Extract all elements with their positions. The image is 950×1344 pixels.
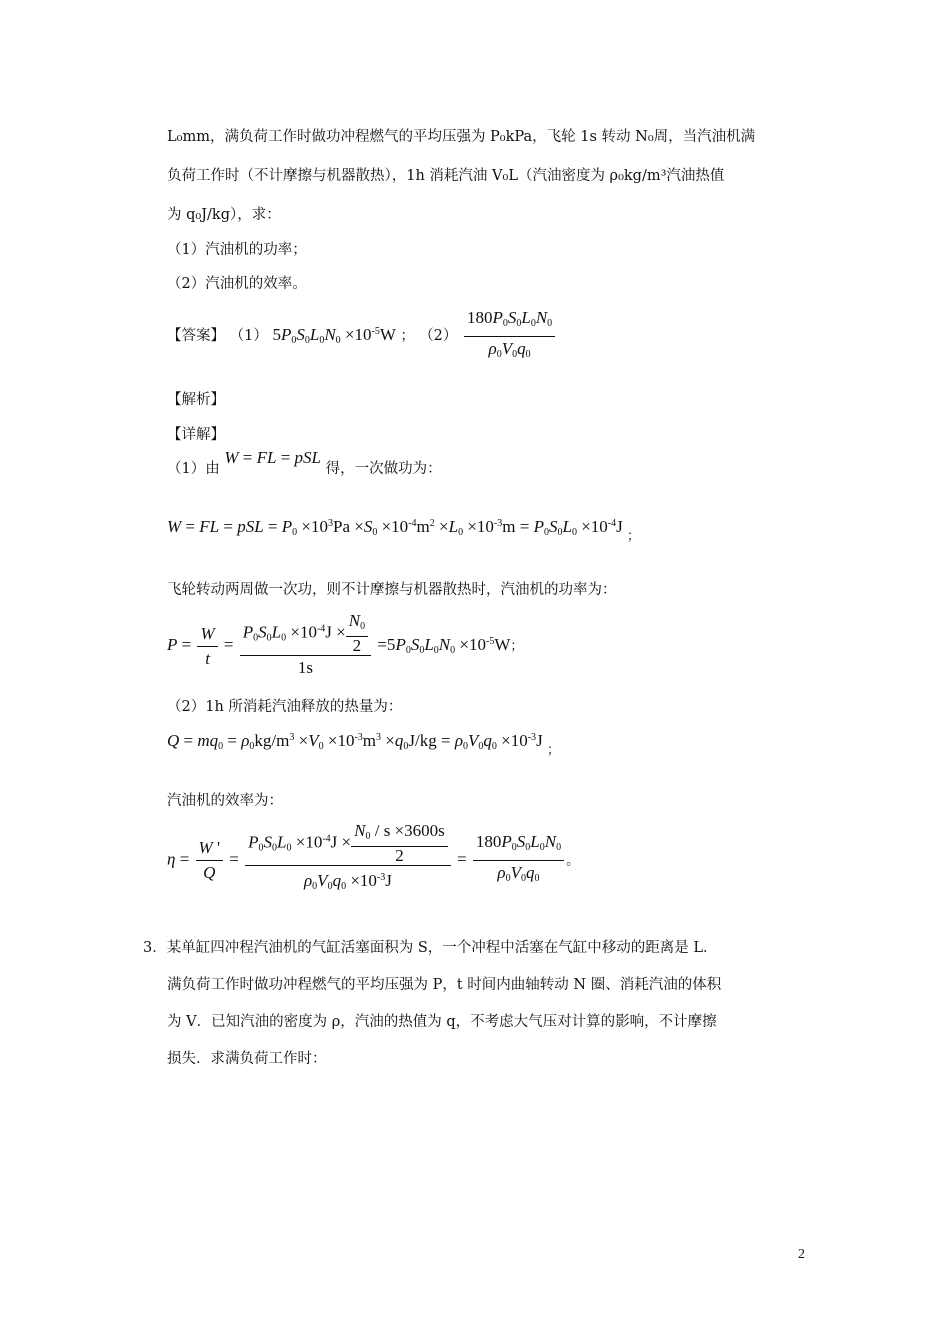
answer-power-formula: $5P_0S_0L_0N_0 \times 10^{-5}W$ [272, 325, 396, 346]
question-1: （1）汽油机的功率； [167, 242, 307, 258]
heat-equation: $Q = mq_0 = \rho_0kg/m^3 \times V_0 \times 10^{-3}m^3 \times q_0J/kg = \rho_0V_0q_0 \times 10^{-3}J$ $_;$ [167, 731, 560, 757]
answer-part1-label: （1） [229, 328, 268, 344]
efficiency-intro: 汽油机的效率为： [167, 793, 283, 809]
answer-label: 【答案】 [167, 328, 225, 344]
answer-efficiency-formula: $\frac{180P_0S_0L_0N_0}{\rho_0V_0q_0}$ [464, 306, 555, 367]
detail-1-prefix: （1）由 [167, 461, 220, 477]
detail-2: （2）1h 所消耗汽油释放的热量为： [167, 699, 403, 715]
detail-1-suffix: 得，一次做功为： [325, 461, 442, 477]
detail-1-line [167, 448, 442, 479]
answer-part2-label: （2） [419, 328, 458, 344]
problem3-line1: 3．某单缸四冲程汽油机的气缸活塞面积为 S，一个冲程中活塞在气缸中移动的距离是 L． [143, 940, 718, 956]
work-formula: W = FL = pSL [224, 448, 322, 467]
problem2-stem-line3: 为 q₀J/kg），求： [167, 207, 281, 223]
work-equation: W = FL = pSL = $P_0 \times 10^3Pa \times S_0 \times 10^{-4}m^2 \times L_0 \times 10^{-3}m = P_0S_0L_0 \times 10^{-4}J$ $_;$ [167, 517, 641, 543]
problem3-line3: 为 V．已知汽油的密度为 ρ，汽油的热值为 q，不考虑大气压对计算的影响，不计摩擦 [167, 1014, 717, 1030]
analysis-label: 【解析】 [167, 392, 225, 408]
page-number: 2 [798, 1247, 805, 1262]
power-intro: 飞轮转动两周做一次功，则不计摩擦与机器散热时，汽油机的功率为： [167, 582, 617, 598]
problem3-line2: 满负荷工作时做功冲程燃气的平均压强为 P，t 时间内曲轴转动 N 圈、消耗汽油的体积 [167, 977, 722, 993]
problem2-stem-line1: L₀mm，满负荷工作时做功冲程燃气的平均压强为 P₀kPa，飞轮 1s 转动 N₀周，当汽油机满 [167, 129, 756, 145]
power-equation: P = $\frac{W}{t}$ = $P_0S_0L_0 \times 10^{-4}J$ × $\frac{N_0}{2}$ 1s $=5P_0S_0L_0N_0 \times 10^{-5}W$； [167, 611, 524, 677]
problem2-stem-line2: 负荷工作时（不计摩擦与机器散热），1h 消耗汽油 V₀L（汽油密度为 ρ₀kg/m³汽油热值 [167, 168, 725, 184]
efficiency-equation: η = $\frac{W '}{Q}$ = $P_0S_0L_0 \times 10^{-4}J$ × $\frac{N_0 / s \times 3600s}{2}$ $\rho_0V_0q_0 \times 10^{-3}J$ = $\frac{180P_0S_0L_0N_0}{\rho_0V_0q_0}$ 。 [167, 821, 580, 892]
answer-line: 【答案】 （1） $5P_0S_0L_0N_0 \times 10^{-5}W$ ； （2） $\frac{180P_0S_0L_0N_0}{\rho_0V_0q_0}$ [167, 304, 557, 369]
question-2: （2）汽油机的效率。 [167, 276, 307, 292]
problem3-line4: 损失．求满负荷工作时： [167, 1051, 327, 1067]
detail-label: 【详解】 [167, 427, 225, 443]
